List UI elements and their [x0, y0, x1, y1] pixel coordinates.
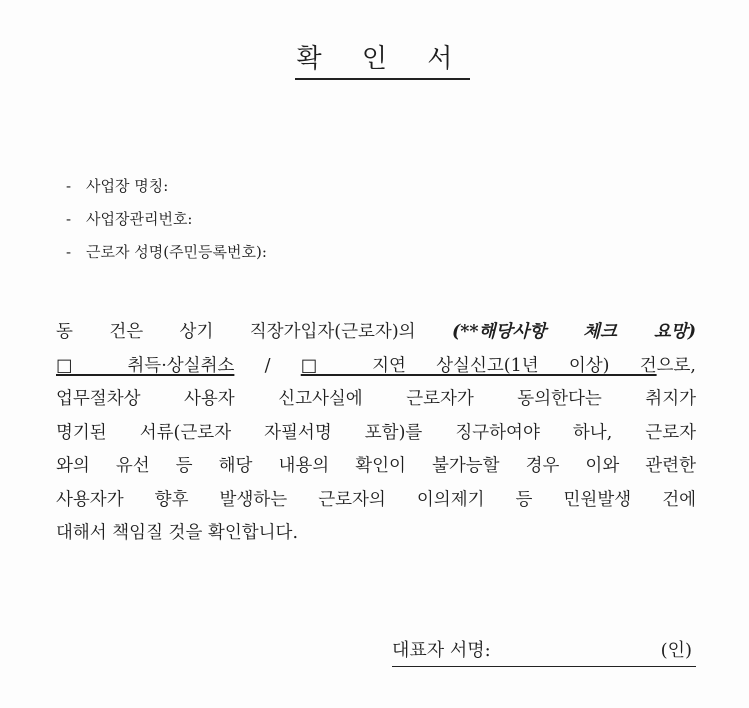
field-dash: -	[66, 210, 72, 228]
body-line-1	[56, 316, 696, 350]
field-label: 사업장관리번호:	[86, 210, 193, 228]
body-line-2-tail: 으로,	[656, 355, 696, 376]
check-required-note: (**해당사항 체크 요망)	[452, 322, 696, 342]
body-line-7: 대해서 책임질 것을 확인합니다.	[56, 523, 299, 543]
body-line-2	[56, 350, 696, 384]
option-separator: /	[264, 355, 271, 376]
body-line-1-text: 동 건은 상기 직장가입자(근로자)의	[56, 322, 416, 342]
body-line-5: 와의 유선 등 해당 내용의 확인이 불가능할 경우 이와 관련한	[56, 456, 696, 476]
field-dash: -	[66, 177, 72, 195]
field-label: 근로자 성명(주민등록번호):	[86, 243, 267, 261]
document-title-text: 확 인 서	[295, 44, 471, 80]
field-worker-name	[66, 236, 267, 269]
info-fields	[66, 170, 267, 269]
field-dash: -	[66, 243, 72, 261]
document-title	[0, 38, 749, 75]
field-workplace-name	[66, 170, 267, 203]
field-label: 사업장 명칭:	[86, 177, 169, 195]
body-line-6: 사용자가 향후 발생하는 근로자의 이의제기 등 민원발생 건에	[56, 489, 696, 510]
signature-label: 대표자 서명:	[392, 640, 491, 661]
signature-line	[392, 636, 696, 667]
field-workplace-number	[66, 203, 267, 236]
body-line-4: 명기된 서류(근로자 자필서명 포함)를 징구하여야 하나, 근로자	[56, 422, 696, 443]
body-line-3: 업무절차상 사용자 신고사실에 근로자가 동의한다는 취지가	[56, 389, 696, 409]
seal-mark: (인)	[660, 640, 692, 661]
option-late-report: □ 지연 상실신고(1년 이상) 건	[300, 355, 657, 376]
confirmation-body	[56, 316, 696, 551]
option-acquisition-cancel: □ 취득·상실취소	[56, 355, 235, 376]
